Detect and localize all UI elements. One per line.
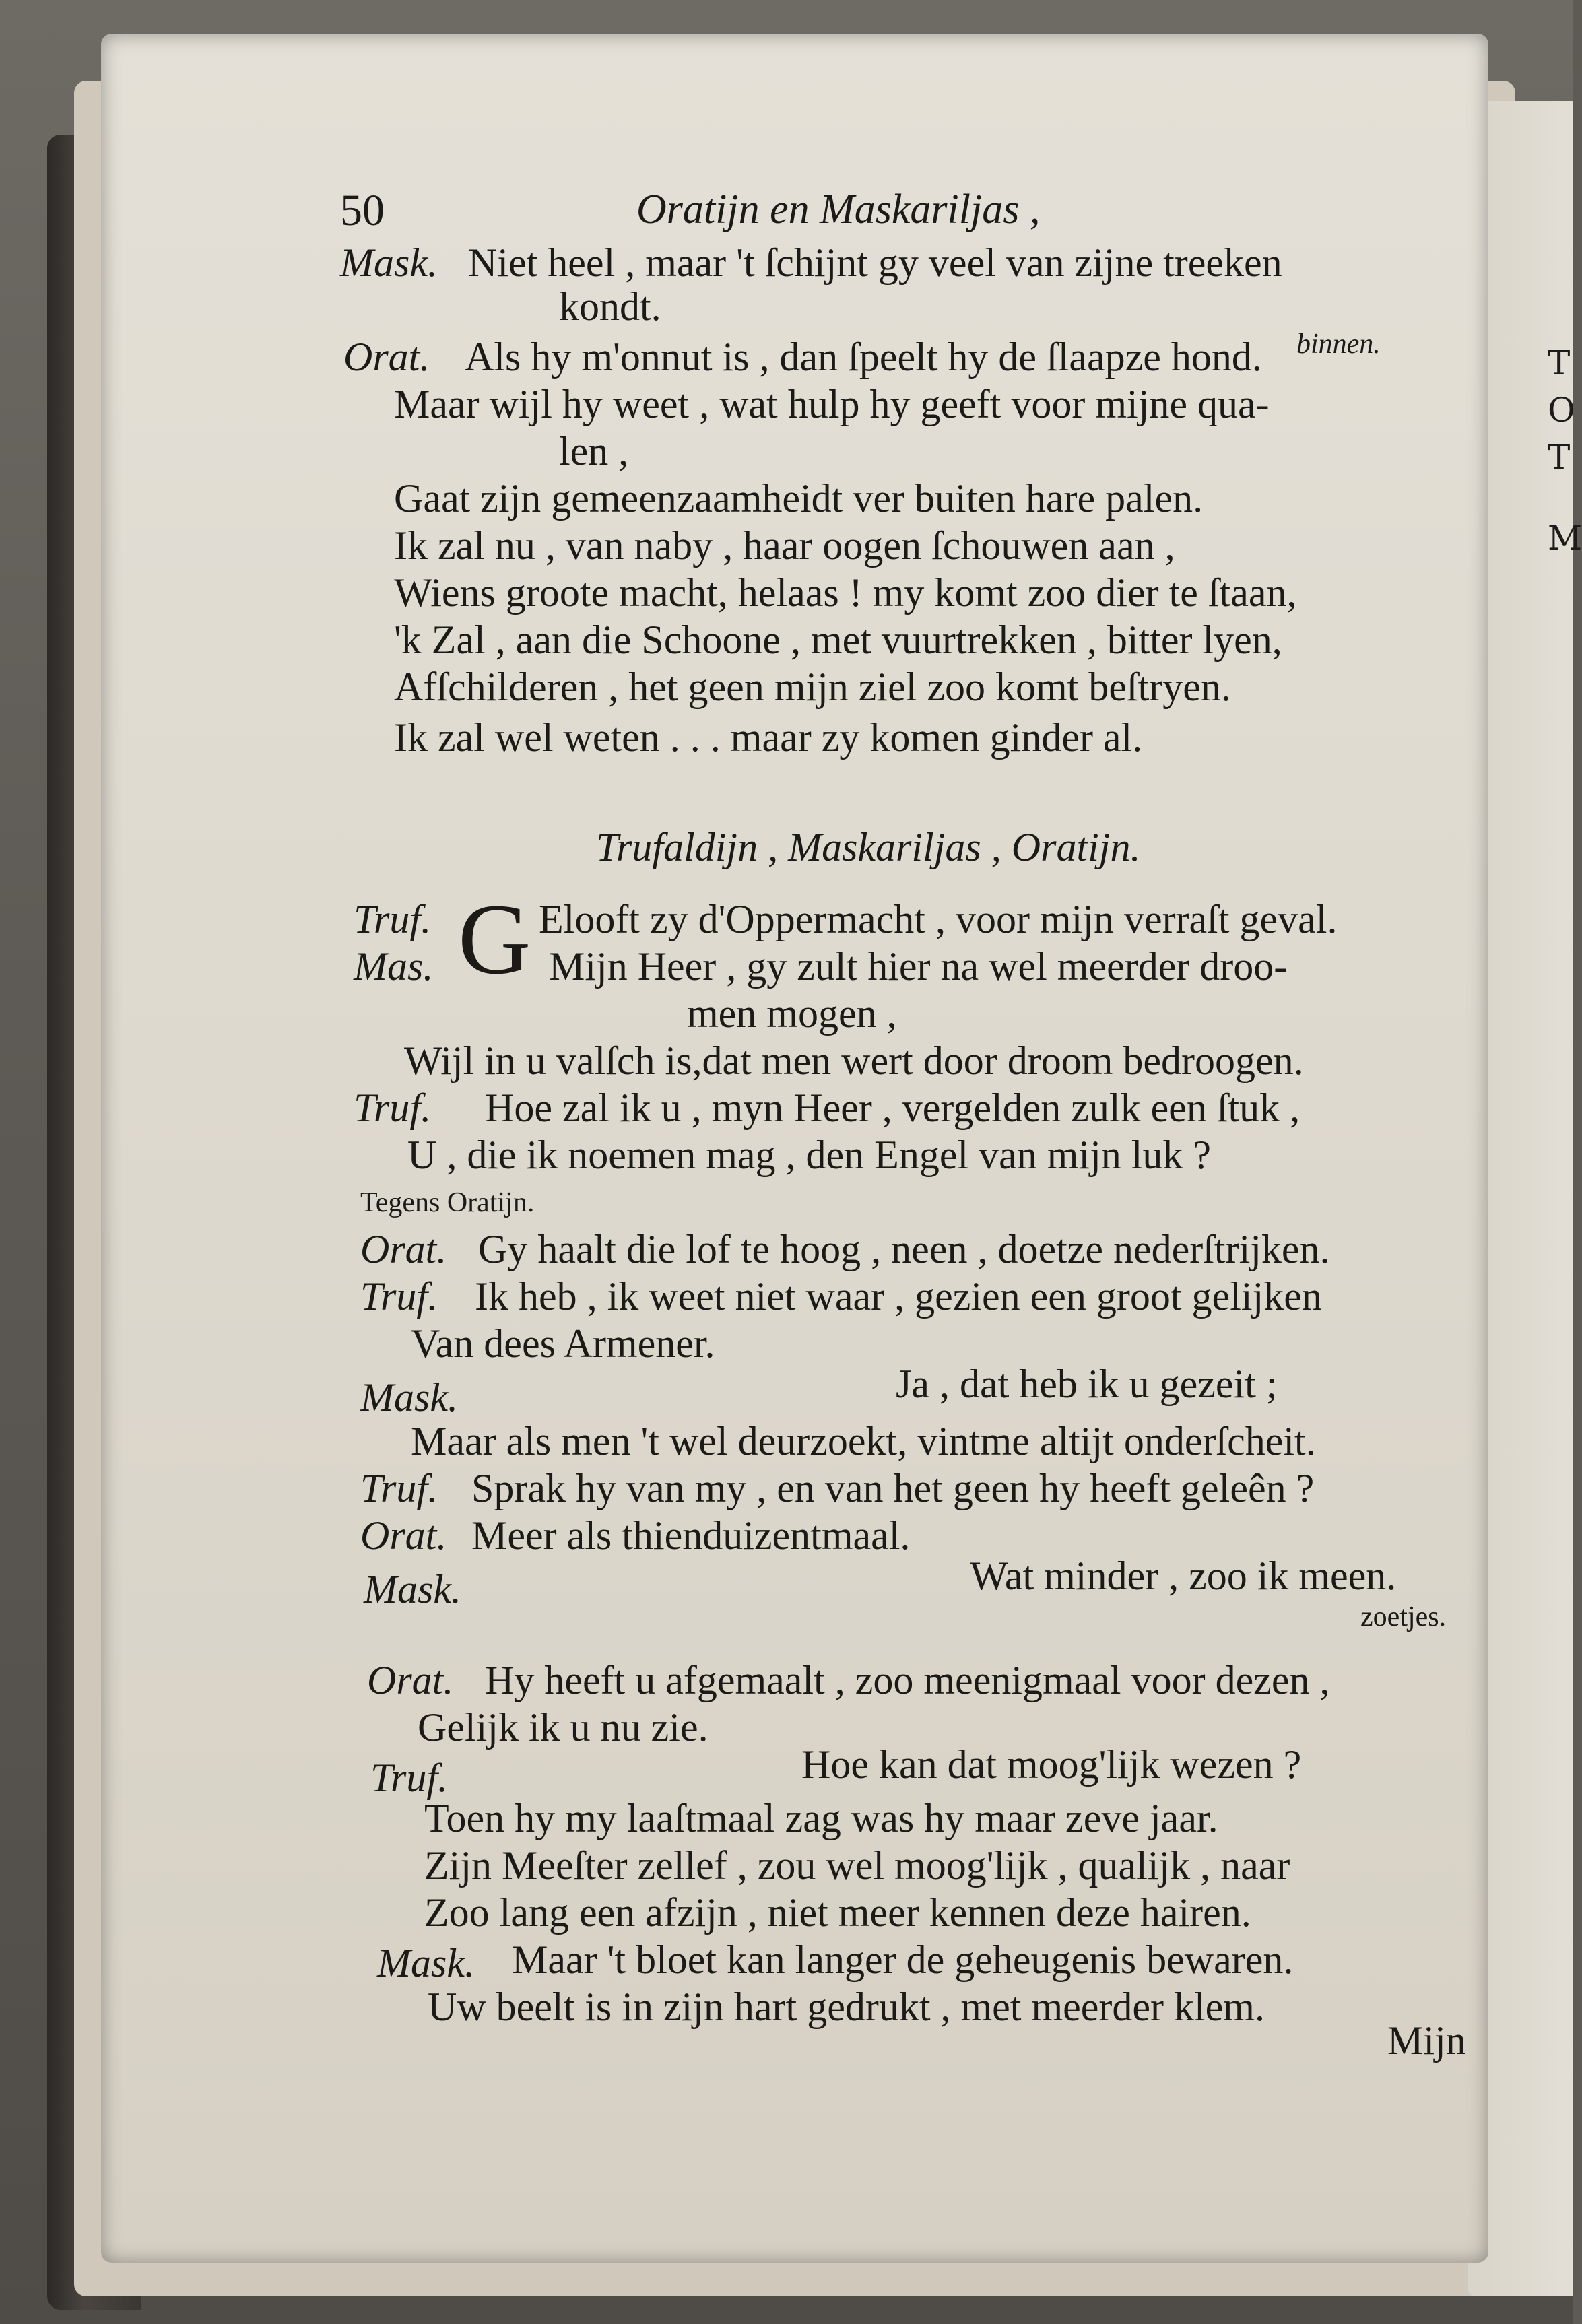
verse-line: len , [559, 429, 629, 473]
speaker-label: Mask. [364, 1567, 461, 1612]
drop-cap: G [458, 884, 531, 995]
verse-line: Maar wijl hy weet , wat hulp hy geeft voor mijne qua- [394, 382, 1270, 426]
verse-line: Gaat zijn gemeenzaamheidt ver buiten hare palen. [394, 476, 1204, 521]
verse-line: Ik heb , ik weet niet waar , gezien een groot gelijken [475, 1274, 1322, 1319]
verse-line: Elooft zy d'Oppermacht , voor mijn verraſt geval. [539, 897, 1338, 941]
speaker-label: Mask. [377, 1941, 475, 1985]
speaker-label: Orat. [367, 1658, 454, 1702]
catchword: Mijn [1387, 2018, 1466, 2063]
verse-line: kondt. [559, 284, 661, 329]
facing-page-fragment: O [1548, 391, 1575, 430]
speaker-label: Mask. [340, 240, 438, 285]
verse-line: Maar als men 't wel deurzoekt, vintme altijt onderſcheit. [411, 1419, 1316, 1463]
speaker-label: Orat. [360, 1227, 447, 1271]
stage-direction: zoetjes. [1360, 1601, 1447, 1632]
speaker-label: Orat. [360, 1513, 447, 1558]
verse-line: Wiens groote macht, helaas ! my komt zoo dier te ſtaan, [394, 570, 1297, 615]
verse-line: Van dees Armener. [411, 1321, 715, 1366]
facing-page-fragment: M [1548, 519, 1582, 558]
verse-line: Hoe zal ik u , myn Heer , vergelden zulk een ſtuk , [485, 1086, 1300, 1130]
verse-line: Meer als thienduizentmaal. [471, 1513, 911, 1558]
verse-line: Mijn Heer , gy zult hier na wel meerder droo- [549, 944, 1288, 989]
speaker-label: Orat. [343, 335, 430, 379]
verse-line: Wat minder , zoo ik meen. [970, 1554, 1397, 1598]
verse-line: Ik zal nu , van naby , haar oogen ſchouwen aan , [394, 523, 1175, 568]
verse-line: Gelijk ik u nu zie. [418, 1705, 708, 1750]
verse-line: Als hy m'onnut is , dan ſpeelt hy de ſlaapze hond. [465, 335, 1262, 379]
stage-direction: Tegens Oratijn. [360, 1187, 535, 1218]
verse-line: binnen. [1296, 329, 1381, 360]
speaker-label: Truf. [360, 1274, 438, 1319]
speaker-label: Truf. [360, 1466, 438, 1510]
facing-page-fragment: T [1548, 343, 1571, 383]
verse-line: Maar 't bloet kan langer de geheugenis bewaren. [512, 1937, 1294, 1982]
verse-line: Afſchilderen , het geen mijn ziel zoo komt beſtryen. [394, 665, 1231, 709]
verse-line: Gy haalt die lof te hoog , neen , doetze nederſtrijken. [478, 1227, 1330, 1271]
facing-page-fragment: T [1548, 438, 1571, 477]
page-number: 50 [340, 186, 385, 235]
verse-line: Ja , dat heb ik u gezeit ; [896, 1362, 1278, 1406]
speaker-label: Truf. [354, 897, 432, 941]
verse-line: Hoe kan dat moog'lijk wezen ? [801, 1742, 1302, 1787]
verse-line: Uw beelt is in zijn hart gedrukt , met meerder klem. [428, 1985, 1265, 2029]
verse-line: Sprak hy van my , en van het geen hy heeft geleên ? [471, 1466, 1315, 1510]
verse-line: 'k Zal , aan die Schoone , met vuurtrekken , bitter lyen, [394, 618, 1282, 662]
speaker-label: Truf. [354, 1086, 432, 1130]
speaker-label: Mask. [360, 1375, 458, 1420]
verse-line: men mogen , [687, 991, 897, 1036]
verse-line: U , die ik noemen mag , den Engel van mijn luk ? [407, 1133, 1212, 1177]
verse-line: Wijl in u valſch is,dat men wert door droom bedroogen. [404, 1038, 1304, 1083]
speaker-label: Mas. [354, 944, 434, 989]
speaker-label: Truf. [370, 1756, 449, 1800]
verse-line: Zijn Meeſter zellef , zou wel moog'lijk , qualijk , naar [424, 1843, 1290, 1888]
verse-line: Niet heel , maar 't ſchijnt gy veel van zijne treeken [468, 240, 1282, 285]
running-head: Oratijn en Maskariljas , [636, 187, 1041, 232]
verse-line: Toen hy my laaſtmaal zag was hy maar zeve jaar. [424, 1796, 1218, 1840]
scene-heading: Trufaldijn , Maskariljas , Oratijn. [596, 825, 1141, 869]
verse-line: Ik zal wel weten . . . maar zy komen ginder al. [394, 715, 1143, 760]
verse-line: Zoo lang een afzijn , niet meer kennen deze hairen. [424, 1890, 1251, 1935]
verse-line: Hy heeft u afgemaalt , zoo meenigmaal voor dezen , [485, 1658, 1330, 1702]
